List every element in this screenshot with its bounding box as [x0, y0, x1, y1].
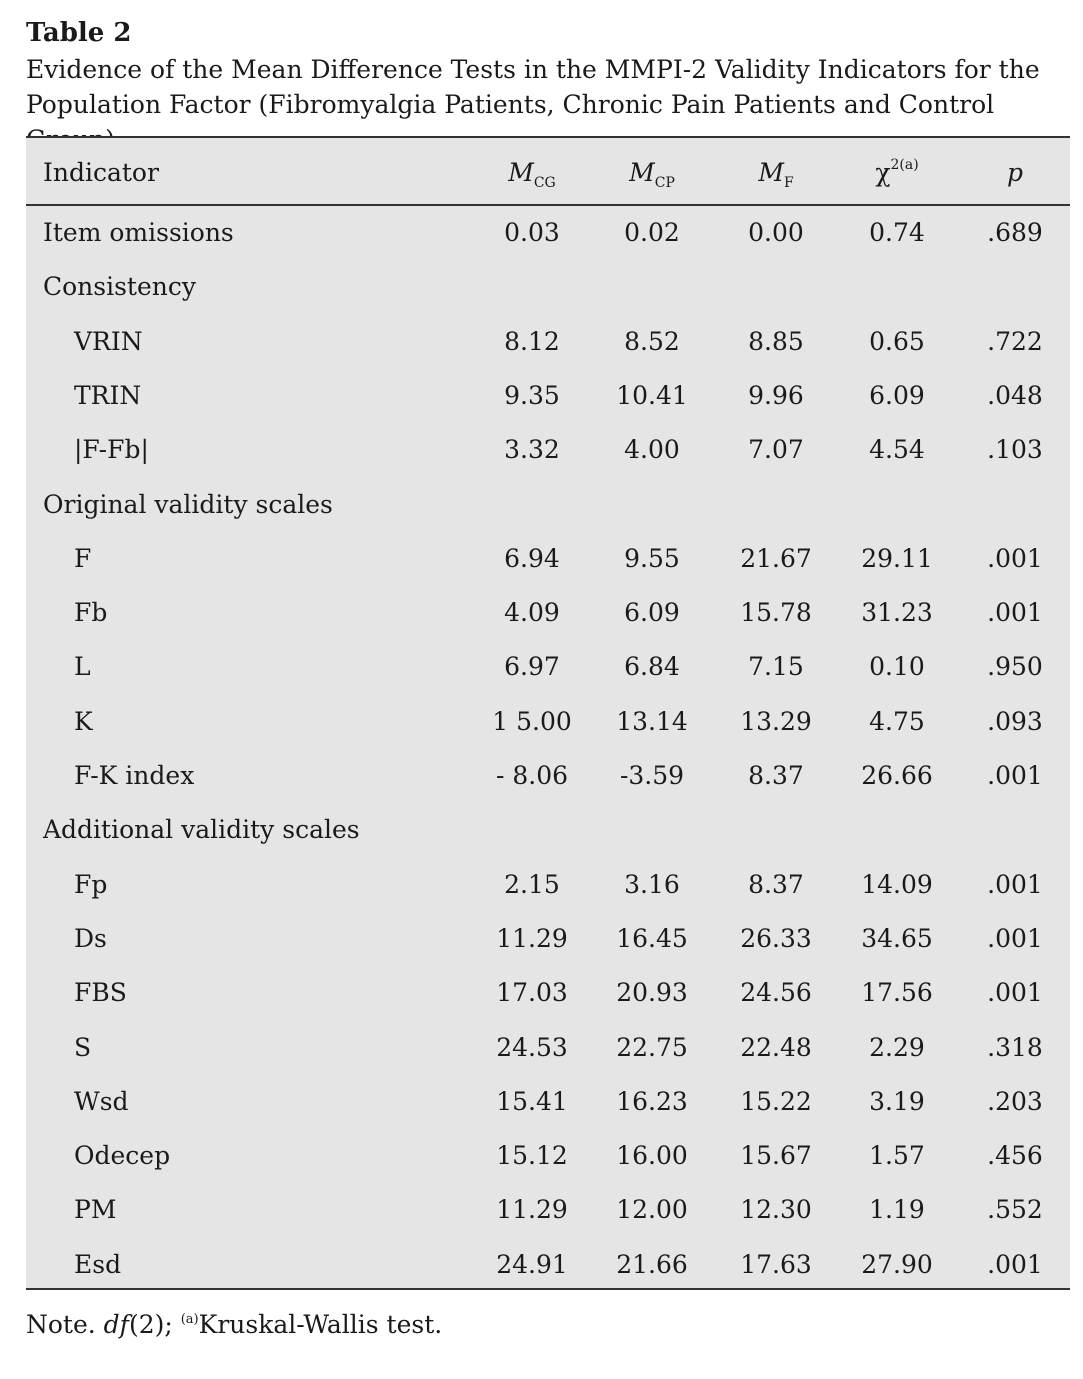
- row-label: F-K index: [74, 761, 195, 790]
- cell-m-f: 0.00: [748, 218, 804, 247]
- cell-m-cp: 13.14: [616, 706, 688, 736]
- row-label: F: [74, 543, 92, 573]
- header-m-f-sub: F: [783, 175, 794, 191]
- cell-p: .318: [987, 1032, 1043, 1062]
- table-label: Table 2: [26, 18, 132, 48]
- row-label: Fp: [74, 869, 108, 899]
- cell-m-f: 15.22: [740, 1086, 812, 1116]
- cell-m-f: 7.07: [748, 435, 804, 465]
- table-row: [26, 206, 1070, 260]
- header-chi-square: [837, 158, 957, 188]
- cell-m-cp: 16.00: [616, 1141, 688, 1171]
- table-row: [26, 640, 1070, 694]
- cell-p: .001: [987, 543, 1043, 573]
- header-m-cg-symbol: M: [508, 158, 534, 187]
- cell-m-f: 24.56: [740, 978, 812, 1008]
- table-row: [26, 1238, 1070, 1292]
- table-row: [26, 749, 1070, 803]
- row-label: PM: [74, 1195, 117, 1225]
- cell-m-cg: 24.91: [496, 1249, 568, 1279]
- cell-m-f: 26.33: [740, 923, 812, 953]
- header-m-cp: [592, 158, 712, 191]
- cell-m-cg: 15.41: [496, 1086, 568, 1116]
- row-label: Fb: [74, 598, 108, 628]
- cell-m-cg: 9.35: [504, 380, 560, 410]
- cell-p: .103: [987, 435, 1043, 465]
- cell-chi-square: 4.54: [869, 435, 925, 465]
- cell-m-cg: 15.12: [496, 1141, 568, 1171]
- row-label: K: [74, 706, 93, 736]
- cell-chi-square: 0.74: [869, 218, 925, 247]
- table-row: [26, 369, 1070, 423]
- row-label: Odecep: [74, 1141, 171, 1171]
- cell-m-cg: 6.94: [504, 543, 560, 573]
- cell-chi-square: 2.29: [869, 1032, 925, 1062]
- cell-m-f: 21.67: [740, 543, 812, 573]
- cell-m-f: 15.67: [740, 1141, 812, 1171]
- cell-p: .001: [987, 1249, 1043, 1279]
- header-m-cg: [472, 158, 592, 191]
- note-superscript: (a): [180, 1312, 199, 1327]
- table-note: [26, 1308, 442, 1342]
- cell-m-f: 13.29: [740, 706, 812, 736]
- cell-m-cg: 8.12: [504, 326, 560, 356]
- group-label: Original validity scales: [43, 489, 333, 519]
- cell-m-cg: 6.97: [504, 652, 560, 682]
- cell-m-cp: 12.00: [616, 1195, 688, 1225]
- row-label: Esd: [74, 1249, 122, 1279]
- cell-m-f: 8.85: [748, 326, 804, 356]
- table-row: [26, 912, 1070, 966]
- note-text: Kruskal-Wallis test.: [198, 1310, 443, 1339]
- cell-chi-square: 27.90: [861, 1249, 933, 1279]
- header-m-cg-sub: CG: [533, 175, 556, 191]
- cell-chi-square: 4.75: [869, 706, 925, 736]
- table-group-row: [26, 478, 1070, 532]
- cell-p: .203: [987, 1086, 1043, 1116]
- group-label: Consistency: [43, 272, 197, 302]
- row-label: Wsd: [74, 1086, 129, 1116]
- cell-chi-square: 6.09: [869, 380, 925, 410]
- header-chi-sup: 2(a): [890, 157, 919, 173]
- table-title-line-2: Population Factor (Fibromyalgia Patients, Chronic Pain Patients and Control: [26, 90, 995, 119]
- row-label: TRIN: [74, 380, 142, 410]
- cell-m-f: 8.37: [748, 869, 804, 899]
- cell-m-cg: - 8.06: [495, 761, 569, 790]
- cell-m-cp: 8.52: [624, 326, 680, 356]
- cell-chi-square: 0.65: [869, 326, 925, 356]
- note-df-value: (2);: [128, 1310, 181, 1339]
- header-m-cp-sub: CP: [654, 175, 675, 191]
- header-p: p: [1006, 158, 1023, 187]
- note-prefix: Note.: [26, 1310, 104, 1339]
- table-row: [26, 1075, 1070, 1129]
- row-label: S: [74, 1032, 92, 1062]
- cell-chi-square: 34.65: [861, 923, 933, 953]
- cell-p: .552: [987, 1195, 1043, 1225]
- table-group-row: [26, 803, 1070, 857]
- cell-p: .001: [987, 869, 1043, 899]
- header-m-f: [716, 158, 836, 191]
- cell-m-cp: 16.45: [616, 923, 688, 953]
- cell-m-cg: 4.09: [504, 598, 560, 628]
- cell-p: .456: [987, 1141, 1043, 1171]
- cell-m-cp: 20.93: [616, 978, 688, 1008]
- cell-p: .950: [987, 652, 1043, 682]
- cell-p: .001: [987, 978, 1043, 1008]
- header-m-f-symbol: M: [758, 158, 784, 187]
- cell-m-f: 8.37: [748, 761, 804, 790]
- header-indicator: Indicator: [43, 158, 159, 187]
- cell-m-cg: 3.32: [504, 435, 560, 465]
- cell-chi-square: 26.66: [861, 761, 933, 790]
- table-row: [26, 315, 1070, 369]
- row-label: Ds: [74, 923, 107, 953]
- cell-p: .001: [987, 598, 1043, 628]
- cell-chi-square: 0.10: [869, 652, 925, 682]
- cell-p: .093: [987, 706, 1043, 736]
- cell-chi-square: 3.19: [869, 1086, 925, 1116]
- cell-chi-square: 1.57: [869, 1141, 925, 1171]
- cell-m-cg: 17.03: [496, 978, 568, 1008]
- cell-m-cp: 3.16: [624, 869, 680, 899]
- note-df: df: [103, 1310, 129, 1339]
- cell-p: .689: [987, 218, 1043, 247]
- cell-m-cp: 21.66: [616, 1249, 688, 1279]
- row-label: VRIN: [74, 326, 143, 356]
- row-label: FBS: [74, 978, 127, 1008]
- cell-m-cp: -3.59: [619, 761, 685, 790]
- cell-chi-square: 1.19: [869, 1195, 925, 1225]
- table-header-row: [26, 138, 1070, 206]
- cell-chi-square: 31.23: [861, 598, 933, 628]
- cell-m-f: 7.15: [748, 652, 804, 682]
- table-row: [26, 695, 1070, 749]
- table-row: [26, 1021, 1070, 1075]
- cell-p: .722: [987, 326, 1043, 356]
- cell-m-cg: 11.29: [496, 1195, 568, 1225]
- table-title-line-1: Evidence of the Mean Difference Tests in the MMPI-2 Validity Indicators for the: [26, 55, 1040, 84]
- cell-m-cp: 9.55: [624, 543, 680, 573]
- cell-p: .001: [987, 923, 1043, 953]
- cell-m-f: 17.63: [740, 1249, 812, 1279]
- cell-m-f: 15.78: [740, 598, 812, 628]
- table-row: [26, 966, 1070, 1020]
- cell-m-cg: 1 5.00: [492, 706, 572, 736]
- cell-m-cg: 0.03: [504, 218, 560, 247]
- cell-m-cp: 0.02: [624, 218, 680, 247]
- cell-m-cp: 16.23: [616, 1086, 688, 1116]
- cell-m-cp: 4.00: [624, 435, 680, 465]
- cell-m-cp: 10.41: [616, 380, 688, 410]
- row-label: Item omissions: [43, 218, 234, 247]
- header-chi-symbol: χ: [875, 158, 891, 187]
- cell-m-cg: 11.29: [496, 923, 568, 953]
- cell-m-cp: 22.75: [616, 1032, 688, 1062]
- table-row: [26, 423, 1070, 477]
- cell-m-cp: 6.09: [624, 598, 680, 628]
- cell-m-f: 9.96: [748, 380, 804, 410]
- header-m-cp-symbol: M: [629, 158, 655, 187]
- table-row: [26, 858, 1070, 912]
- table-group-row: [26, 260, 1070, 314]
- cell-m-f: 22.48: [740, 1032, 812, 1062]
- cell-m-cg: 24.53: [496, 1032, 568, 1062]
- table-row: [26, 1183, 1070, 1237]
- cell-m-f: 12.30: [740, 1195, 812, 1225]
- group-label: Additional validity scales: [43, 815, 360, 845]
- cell-chi-square: 29.11: [861, 543, 933, 573]
- table-panel: [26, 136, 1070, 1290]
- table-row: [26, 1129, 1070, 1183]
- row-label: L: [74, 652, 91, 682]
- cell-chi-square: 17.56: [861, 978, 933, 1008]
- cell-p: .048: [987, 380, 1043, 410]
- cell-m-cg: 2.15: [504, 869, 560, 899]
- table-row: [26, 532, 1070, 586]
- cell-p: .001: [987, 761, 1043, 790]
- row-label: |F-Fb|: [74, 435, 149, 465]
- cell-m-cp: 6.84: [624, 652, 680, 682]
- cell-chi-square: 14.09: [861, 869, 933, 899]
- table-row: [26, 586, 1070, 640]
